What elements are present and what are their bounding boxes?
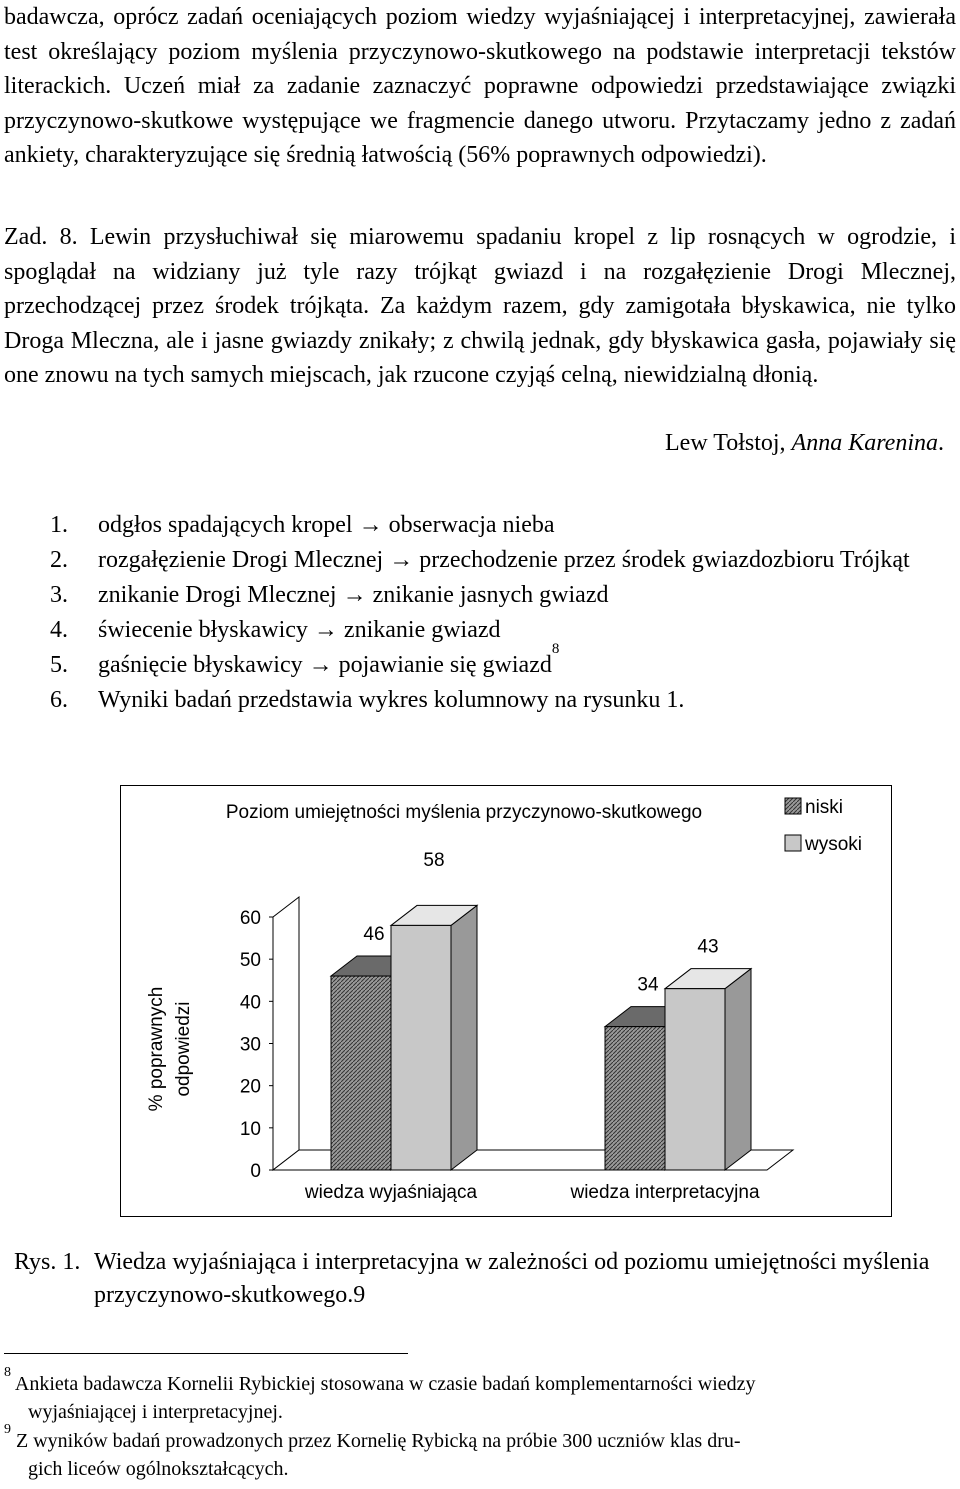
data-label: 58	[423, 850, 445, 871]
list-item: 2. rozgałęzienie Drogi Mlecznej → przechodzenie przez środek gwiazdozbioru Trójkąt	[50, 547, 910, 573]
y-axis-label-line1: % poprawnych	[146, 986, 167, 1112]
data-label: 43	[697, 936, 719, 958]
legend-label-wysoki: wysoki	[805, 834, 863, 855]
list-item: 4. świecenie błyskawicy → znikanie gwiazd	[50, 617, 501, 643]
y-tick-label: 60	[239, 908, 261, 929]
bar-side	[451, 905, 477, 1170]
y-tick-label: 40	[239, 992, 261, 1014]
y-tick-label: 0	[250, 1161, 261, 1182]
y-tick-label: 50	[239, 950, 261, 972]
bar-wysoki-1	[391, 925, 451, 1170]
data-label: 34	[637, 974, 659, 996]
legend-label-niski: niski	[805, 797, 844, 818]
caption-label: Rys. 1.	[14, 1249, 81, 1275]
answer-list	[4, 508, 956, 718]
intro-paragraph: badawcza, oprócz zadań oceniających poziom wiedzy wyjaśniającej i interpretacyjnej, zawierała test określający poziom myślenia przyczynowo-skutkowego na podstawie interpretacji tekstów literackich. Uczeń miał za zadanie zaznaczyć poprawne odpowiedzi przedstawiające związki przyczynowo-skutkowe występujące we fragmencie danego utworu. Przytaczamy jedno z zadań ankiety, charakteryzujące się średnią łatwością (56% poprawnych odpowiedzi).	[4, 4, 956, 168]
x-category-label: wiedza wyjaśniająca	[304, 1182, 478, 1203]
quote-attribution: Lew Tołstoj, Anna Karenina.	[665, 430, 944, 456]
figure-caption	[4, 1246, 956, 1312]
footnote-8: $^8$ Ankieta badawcza Kornelii Rybickiej stosowana w czasie badań komplementarności wiedzy wyjaśniającej i interpretacyjnej.	[4, 1365, 756, 1423]
list-item: 5. gaśnięcie błyskawicy → pojawianie się gwiazd$^8$	[50, 641, 560, 678]
chart-title: Poziom umiejętności myślenia przyczynowo-skutkowego	[225, 802, 703, 823]
y-tick-label: 20	[239, 1076, 261, 1098]
y-tick-label: 30	[239, 1034, 261, 1056]
bar-wysoki-2	[665, 989, 725, 1170]
legend-swatch-niski	[785, 798, 801, 814]
bar-niski-2	[605, 1027, 665, 1170]
list-item: 3. znikanie Drogi Mlecznej → znikanie jasnych gwiazd	[50, 582, 609, 608]
y-axis-label-line2: odpowiedzi	[173, 1001, 194, 1097]
chart-legend	[785, 797, 862, 855]
bar-chart-figure	[120, 785, 892, 1217]
attribution-title: Anna Karenina	[791, 430, 938, 456]
data-label: 46	[363, 924, 385, 946]
footnote-9: $^9$ Z wyników badań prowadzonych przez Kornelię Rybicką na próbie 300 uczniów klas dru- gich liceów ogólnokształcących.	[4, 1422, 741, 1480]
footnote-divider	[4, 1353, 408, 1354]
list-item: 6. Wyniki badań przedstawia wykres kolumnowy na rysunku 1.	[50, 687, 685, 713]
bar-chart	[121, 786, 893, 1218]
bar-side	[725, 969, 751, 1170]
quote-paragraph: Zad. 8. Lewin przysłuchiwał się miarowemu spadaniu kropel z lip rosnących w ogrodzie, i spoglądał na widziany już tyle razy trójkąt gwiazd i na rozgałęzienie Drogi Mlecznej, przechodzącej przez środek trójkąta. Za każdym razem, gdy zamigotała błyskawica, nie tylko Droga Mleczna, ale i jasne gwiazdy znikały; z chwilą jednak, gdy błyskawica gasła, pojawiały się one znowu na tych samych miejscach, jak rzucone czyjąś celną, niewidzialną dłonią.	[4, 224, 956, 388]
y-tick-label: 10	[239, 1118, 261, 1140]
attribution-author: Lew Tołstoj,	[665, 430, 792, 456]
legend-swatch-wysoki	[785, 835, 801, 851]
list-item: 1. odgłos spadających kropel → obserwacja nieba	[50, 512, 555, 538]
caption-text: Wiedza wyjaśniająca i interpretacyjna w zależności od poziomu umiejętności myślenia przyczynowo-skutkowego.9	[94, 1249, 930, 1308]
bar-niski-1	[331, 976, 391, 1170]
side-wall	[273, 897, 299, 1170]
x-category-label: wiedza interpretacyjna	[570, 1182, 760, 1203]
